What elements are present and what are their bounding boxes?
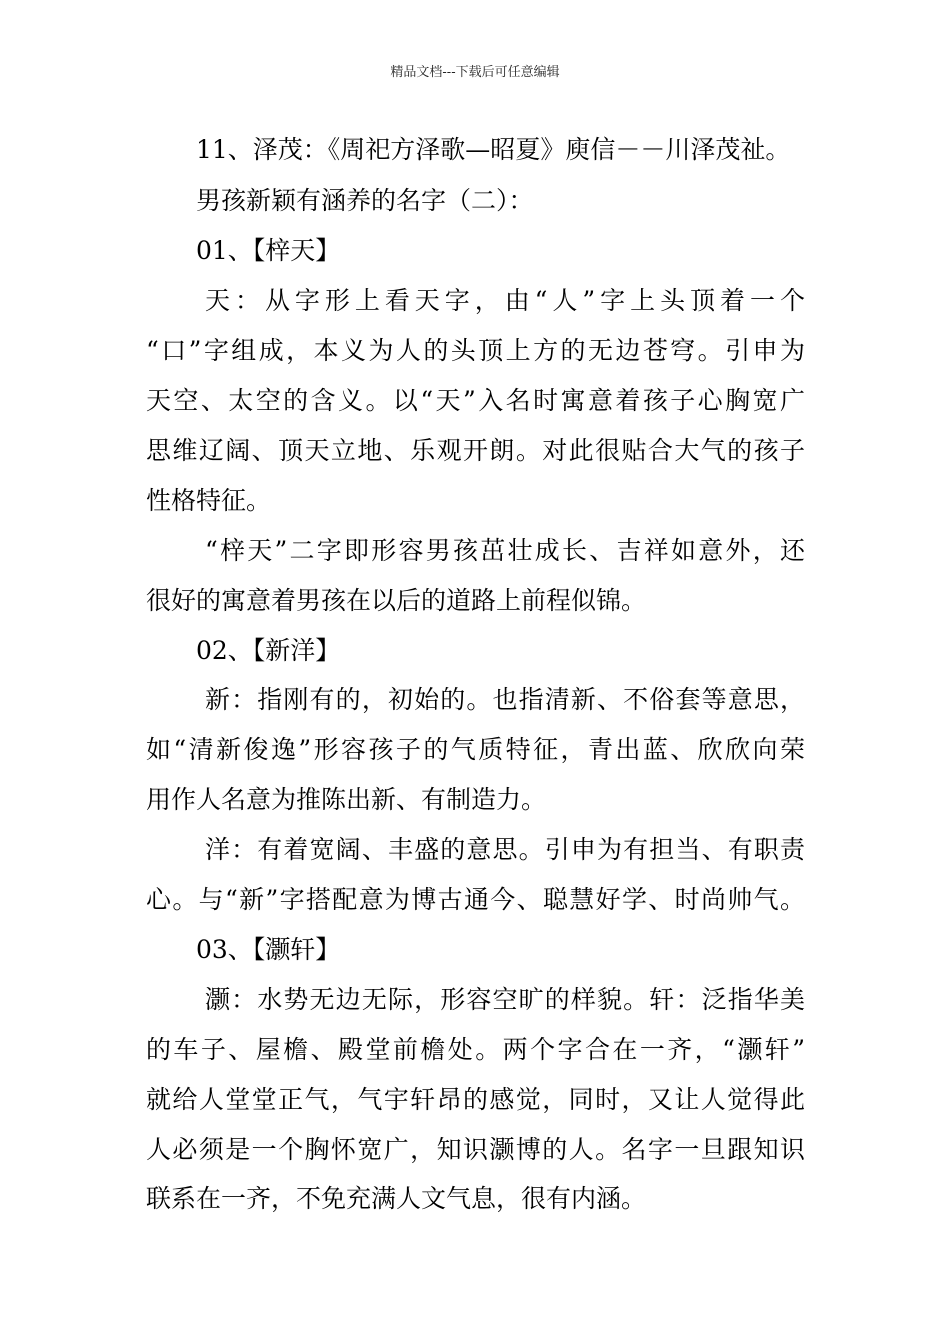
text-line-18: 灏：水势无边无际，形容空旷的样貌。轩：泛指华美 [205,985,805,1014]
text-line-19: 的车子、屋檐、殿堂前檐处。两个字合在一齐，“灏轩” [146,1035,805,1064]
text-line-22: 联系在一齐，不免充满人文气息，很有内涵。 [146,1184,647,1213]
text-line-8: 性格特征。 [146,486,272,515]
text-line-12: 新：指刚有的，初始的。也指清新、不俗套等意思， [205,685,805,714]
text-line-13: 如“清新俊逸”形容孩子的气质特征，青出蓝、欣欣向荣 [146,735,805,764]
section-heading-03: 03、【灏轩】 [196,935,341,964]
text-line-7: 思维辽阔、顶天立地、乐观开朗。对此很贴合大气的孩子 [146,436,805,465]
page-header: 精品文档---下载后可任意编辑 [390,65,560,80]
section-heading-02: 02、【新洋】 [196,636,341,665]
section-heading-01: 01、【梓天】 [196,236,341,265]
text-line-14: 用作人名意为推陈出新、有制造力。 [146,785,547,814]
text-line-21: 人必须是一个胸怀宽广，知识灏博的人。名字一旦跟知识 [146,1135,805,1164]
text-line-15: 洋：有着宽阔、丰盛的意思。引申为有担当、有职责 [205,835,805,864]
text-line-16: 心。与“新”字搭配意为博古通今、聪慧好学、时尚帅气。 [146,885,805,914]
text-line-4: 天：从字形上看天字，由“人”字上头顶着一个 [205,286,805,315]
text-line-20: 就给人堂堂正气，气宇轩昂的感觉，同时，又让人觉得此 [146,1085,805,1114]
text-line-5: “口”字组成，本义为人的头顶上方的无边苍穹。引申为 [146,336,805,365]
text-line-9: “梓天”二字即形容男孩茁壮成长、吉祥如意外，还 [205,536,805,565]
text-line-10: 很好的寓意着男孩在以后的道路上前程似锦。 [146,586,647,615]
text-line-6: 天空、太空的含义。以“天”入名时寓意着孩子心胸宽广 [146,386,805,415]
text-line-2: 男孩新颖有涵养的名字（二）： [196,186,534,215]
text-line-1: 11、泽茂：《周祀方泽歌—昭夏》庾信－－川泽茂祉。 [196,135,791,164]
